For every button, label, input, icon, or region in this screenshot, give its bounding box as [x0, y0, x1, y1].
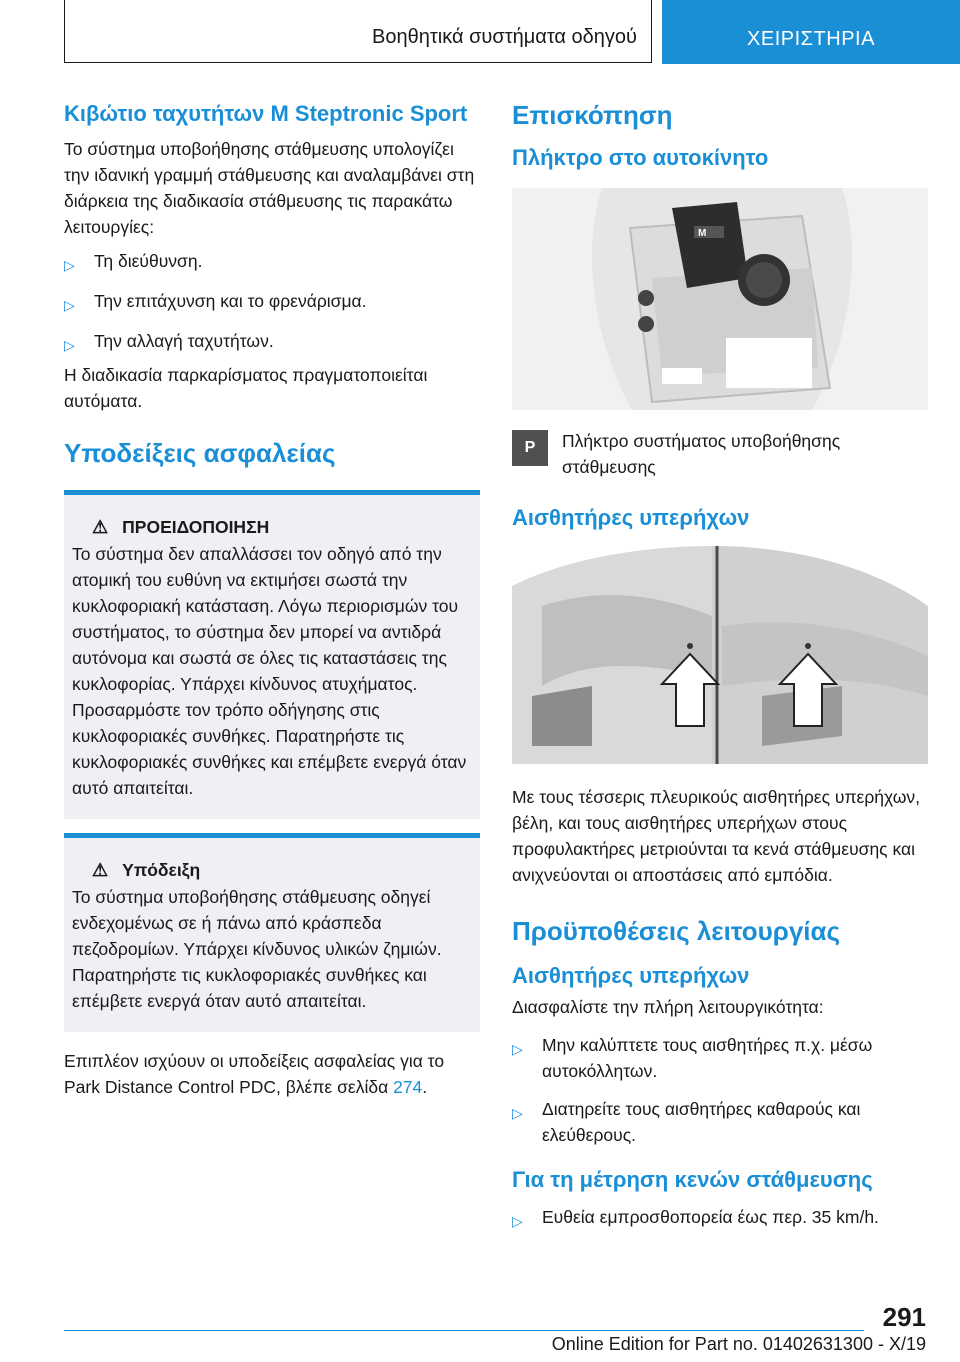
triangle-right-icon: ▷ [64, 337, 75, 353]
section-title: Βοηθητικά συστήματα οδηγού [372, 26, 637, 48]
list-item: ▷ Ευθεία εμπροσθοπορεία έως περ. 35 km/h. [512, 1204, 928, 1230]
left-column [64, 100, 480, 1100]
parking-assist-icon: P [512, 430, 548, 466]
triangle-right-icon: ▷ [512, 1041, 523, 1057]
warning-triangle-icon: ⚠ [92, 860, 109, 880]
list-item: ▷ Τη διεύθυνση. [64, 248, 480, 274]
list-item: ▷ Διατηρείτε τους αισθητήρες καθαρούς και ελεύθερους. [512, 1099, 861, 1145]
console-photo [512, 188, 928, 410]
heading-gearbox: Κιβώτιο ταχυτήτων M Steptronic Sport [64, 101, 468, 126]
subheading-sensors-2: Αισθητήρες υπερήχων [512, 963, 750, 988]
console-illustration [512, 188, 928, 410]
section-tab [64, 0, 652, 63]
triangle-right-icon: ▷ [64, 297, 75, 313]
chapter-tab[interactable] [662, 0, 960, 64]
list-item: ▷ Την αλλαγή ταχυτήτων. [64, 328, 480, 354]
list-item: ▷ Την επιτάχυνση και το φρενάρισμα. [64, 288, 480, 314]
extra-paragraph: Επιπλέον ισχύουν οι υποδείξεις ασφαλείας για το Park Distance Control PDC, βλέπε σελίδα 274. [64, 1051, 445, 1097]
bumper-illustration [512, 546, 928, 764]
subheading-measure: Για τη μέτρηση κενών στάθμευσης [512, 1167, 873, 1192]
page-link[interactable]: 274 [393, 1077, 423, 1097]
notice-box [64, 833, 480, 1032]
requirements-list [512, 1032, 928, 1148]
notice-title: Υπόδειξη [122, 860, 201, 880]
chapter-title: ΧΕΙΡΙΣΤΗΡΙΑ [747, 28, 875, 50]
notice-text: Το σύστημα υποβοήθησης στάθμευσης οδηγεί ενδεχομένως σε ή πάνω από κράσπεδα πεζοδρομίων. Υπάρχει κίνδυνος υλικών ζημιών. Παρατηρήστε τις κυκλοφοριακές συνθήκες και επέμβετε ενεργά όταν αυτό απαιτείται. [72, 887, 442, 1011]
auto-paragraph: Η διαδικασία παρκαρίσματος πραγματοποιείται αυτόματα. [64, 365, 428, 411]
bumper-photo [512, 546, 928, 764]
heading-requirements: Προϋποθέσεις λειτουργίας [512, 916, 841, 946]
triangle-right-icon: ▷ [512, 1213, 523, 1229]
function-list [64, 248, 480, 354]
edition-text: Online Edition for Part no. 01402631300 - X/19 [551, 1334, 926, 1354]
list-item: ▷ Μην καλύπτετε τους αισθητήρες π.χ. μέσω αυτοκόλλητων. [512, 1035, 873, 1081]
intro-paragraph: Το σύστημα υποβοήθησης στάθμευσης υπολογίζει την ιδανική γραμμή στάθμευσης και αναλαμβάνει στη διάρκεια της διαδικασία στάθμευσης τις παρακάτω λειτουργίες: [64, 139, 475, 237]
footer-divider [64, 1330, 864, 1331]
measure-list [512, 1204, 928, 1230]
subheading-button: Πλήκτρο στο αυτοκίνητο [512, 145, 769, 170]
svg-text:M: M [698, 228, 707, 239]
heading-safety: Υποδείξεις ασφαλείας [64, 438, 336, 468]
page-header [0, 0, 960, 66]
right-column [512, 100, 928, 1230]
sensors-paragraph: Με τους τέσσερις πλευρικούς αισθητήρες υπερήχων, βέλη, και τους αισθητήρες υπερήχων στους προφυλακτήρες μετριούνται τα κενά στάθμευσης και ανιχνεύονται οι αποστάσεις από εμπόδια. [512, 787, 921, 885]
warning-text: Το σύστημα δεν απαλλάσσει τον οδηγό από την ατομική του ευθύνη να εκτιμήσει σωστά την κυκλοφοριακή κατάσταση. Λόγω περιορισμών του συστήματος, το σύστημα δεν μπορεί να αντιδρά αυτόνομα και σωστά σε όλες τις καταστάσεις της κυκλοφορίας. Υπάρχει κίνδυνος ατυχήματος. Προσαρμόστε τον τρόπο οδήγησης στις κυκλοφοριακές συνθήκες. Παρατηρήστε τις κυκλοφοριακές συνθήκες και επέμβετε ενεργά όταν αυτό απαιτείται. [72, 544, 467, 798]
warning-box [64, 490, 480, 819]
ensure-paragraph: Διασφαλίστε την πλήρη λειτουργικότητα: [512, 997, 824, 1017]
console-caption: P Πλήκτρο συστήματος υποβοήθησης στάθμευσης [512, 428, 928, 480]
heading-overview: Επισκόπηση [512, 100, 673, 130]
subheading-sensors: Αισθητήρες υπερήχων [512, 505, 750, 530]
triangle-right-icon: ▷ [64, 257, 75, 273]
warning-title: ΠΡΟΕΙΔΟΠΟΙΗΣΗ [122, 517, 270, 537]
triangle-right-icon: ▷ [512, 1105, 523, 1121]
page-number: 291 [882, 1302, 926, 1332]
warning-triangle-icon: ⚠ [92, 517, 109, 537]
